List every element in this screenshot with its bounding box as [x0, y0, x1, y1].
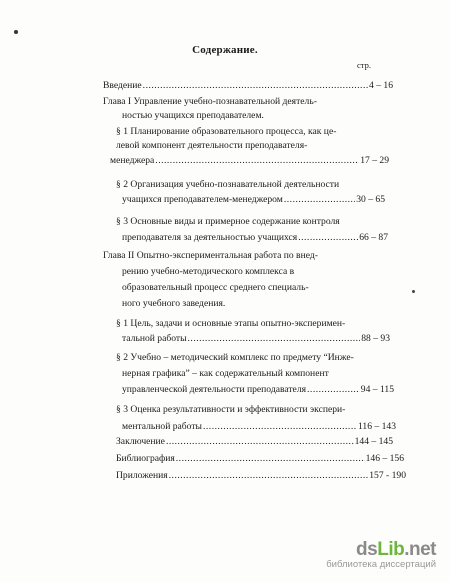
toc-chapter-2-line3: образовательный процесс среднего специаль- [122, 282, 309, 293]
toc-entry-pages: 157 - 190 [369, 470, 406, 481]
toc-entry-pages: 94 – 115 [360, 384, 394, 395]
dot-leader [298, 232, 358, 244]
toc-entry-label: Заключение [116, 436, 165, 447]
dot-leader [307, 384, 360, 396]
toc-chapter-2-line1: Глава II Опытно-экспериментальная работа по внед- [103, 250, 318, 261]
dot-leader [188, 333, 361, 345]
dot-leader [169, 470, 369, 482]
toc-entry-pages: 4 – 16 [369, 80, 393, 91]
dot-leader [203, 421, 357, 433]
toc-entry-label: менеджера [110, 155, 155, 166]
dot-leader [166, 436, 354, 448]
toc-entry-pages: 146 – 156 [365, 453, 404, 464]
toc-entry-label: учащихся преподавателем-менеджером [122, 194, 283, 205]
toc-entry-appendix [116, 470, 406, 482]
toc-section-1-2-line1: § 2 Организация учебно-познавательной деятельности [116, 179, 340, 190]
toc-section-2-2-line1: § 2 Учебно – методический комплекс по предмету “Инже- [116, 352, 354, 363]
toc-section-2-3-line1: § 3 Оценка результативности и эффективности экспери- [116, 404, 346, 415]
toc-section-1-3-line1: § 3 Основные виды и примерное содержание контроля [116, 216, 340, 227]
scan-mark [14, 30, 18, 34]
toc-entry-label: преподавателя за деятельностью учащихся [122, 232, 298, 243]
toc-chapter-1-line2: ностью учащихся преподавателем. [122, 110, 264, 121]
toc-entry-pages: 88 – 93 [361, 333, 390, 344]
toc-entry-section-1-3 [122, 232, 388, 244]
toc-chapter-2-line4: ного учебного заведения. [122, 298, 226, 309]
dot-leader [176, 453, 365, 465]
dslib-logo: dsLib.net [356, 539, 436, 560]
toc-section-2-2-line2: нерная графика” – как содержательный компонент [122, 368, 329, 379]
dot-leader [155, 155, 359, 167]
toc-entry-section-2-3 [122, 421, 396, 433]
toc-entry-section-2-2 [122, 384, 394, 396]
toc-entry-label: управленческой деятельности преподавателя [122, 384, 307, 395]
scan-speck [412, 290, 415, 293]
toc-entry-pages: 17 – 29 [360, 155, 389, 166]
toc-entry-section-1-1 [110, 155, 389, 167]
toc-entry-label: Библиография [116, 453, 175, 464]
toc-section-1-1-line2: левой компонент деятельности преподавателя- [116, 140, 308, 151]
toc-entry-conclusion [116, 436, 393, 448]
dslib-tagline: библиотека диссертаций [326, 559, 436, 570]
dot-leader [143, 80, 368, 92]
toc-entry-label: ментальной работы [122, 421, 202, 432]
page-column-label: стр. [357, 60, 371, 70]
toc-entry-pages: 30 – 65 [356, 194, 385, 205]
toc-entry-bibliography [116, 453, 404, 465]
toc-chapter-1-line1: Глава I Управление учебно-познавательной деятель- [103, 96, 317, 107]
toc-chapter-2-line2: рению учебно-методического комплекса в [122, 266, 295, 277]
toc-section-1-1-line1: § 1 Планирование образовательного процесса, как це- [116, 126, 337, 137]
toc-entry-label: Приложения [116, 470, 168, 481]
toc-entry-section-1-2 [122, 194, 385, 206]
toc-entry-pages: 116 – 143 [357, 421, 396, 432]
toc-entry-pages: 144 – 145 [354, 436, 393, 447]
dslib-watermark [326, 539, 436, 570]
toc-section-2-1-line1: § 1 Цель, задачи и основные этапы опытно-эксперимен- [116, 318, 346, 329]
toc-entry-section-2-1 [122, 333, 390, 345]
page-title: Содержание. [192, 44, 258, 56]
toc-entry-label: Введение [103, 80, 142, 91]
toc-entry-pages: 66 – 87 [359, 232, 388, 243]
toc-entry-intro [103, 80, 393, 92]
toc-entry-label: тальной работы [122, 333, 187, 344]
dot-leader [284, 194, 355, 206]
